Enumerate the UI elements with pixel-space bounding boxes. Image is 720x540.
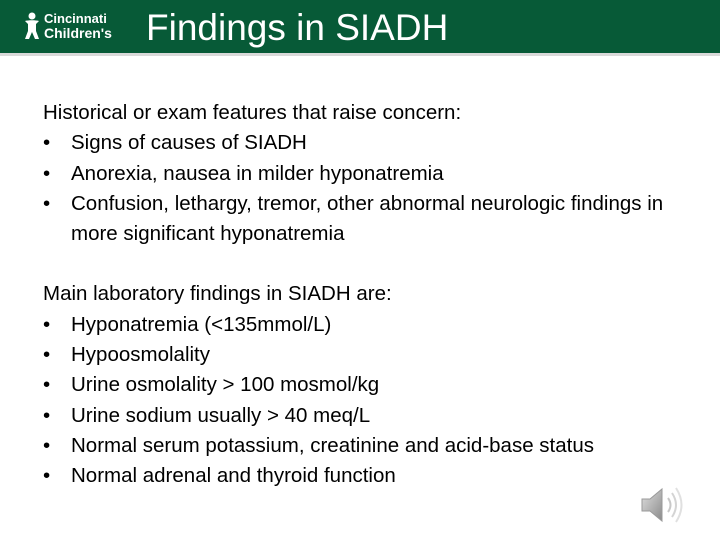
slide-title: Findings in SIADH	[146, 7, 449, 48]
list-item: • Hyponatremia (<135mmol/L)	[43, 310, 703, 340]
section2-heading: Main laboratory findings in SIADH are:	[43, 282, 392, 306]
header-divider	[0, 53, 720, 56]
logo-line1: Cincinnati	[44, 11, 107, 26]
logo-line2: Children's	[44, 25, 112, 41]
list-item: • Signs of causes of SIADH	[43, 128, 703, 158]
list-item: • Urine osmolality > 100 mosmol/kg	[43, 370, 703, 400]
section1-heading: Historical or exam features that raise concern:	[43, 101, 462, 124]
list-item: • Anorexia, nausea in milder hyponatremia	[43, 159, 703, 189]
list-item: • Normal serum potassium, creatinine and acid-base status	[43, 431, 703, 461]
list-item: • Normal adrenal and thyroid function	[43, 461, 703, 491]
list-item: • Confusion, lethargy, tremor, other abnormal neurologic findings in more significant hyponatremia	[43, 189, 703, 250]
header-bar	[0, 0, 720, 53]
section1-list	[43, 128, 703, 249]
slide-body	[43, 98, 703, 492]
section2-list	[43, 310, 703, 492]
speaker-icon[interactable]	[638, 482, 688, 528]
cincinnati-childrens-logo	[22, 9, 134, 45]
logo-wordmark	[44, 11, 112, 41]
list-item: • Urine sodium usually > 40 meq/L	[43, 401, 703, 431]
figure-logo-icon	[22, 11, 42, 41]
list-item: • Hypoosmolality	[43, 340, 703, 370]
